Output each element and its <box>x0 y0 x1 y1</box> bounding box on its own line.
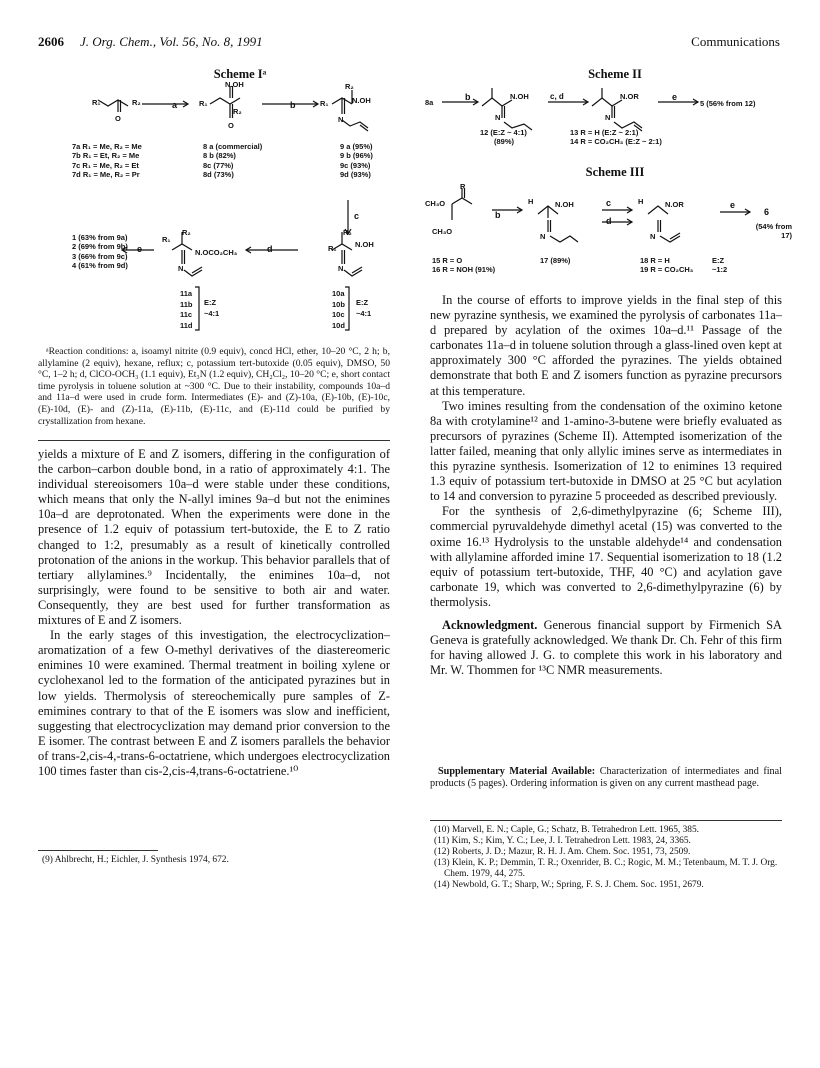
s3-h-17: H <box>528 197 534 206</box>
left-body <box>38 447 390 779</box>
supplementary <box>430 766 782 790</box>
s1-start-list <box>72 142 142 180</box>
s2-arrow-e: e <box>672 92 678 102</box>
s1-ratio-10-label: E:Z <box>356 298 369 307</box>
s1-arrow-c: c <box>354 211 360 221</box>
s3-arrow-b: b <box>495 210 501 220</box>
s3-yield: (54% from 17) <box>755 222 792 241</box>
s1-r1-a: R₁ <box>92 98 101 107</box>
ref-13: (13) Klein, K. P.; Demmin, T. R.; Oxenrider, B. C.; Rogic, M. M.; Tetenbaum, M. T. J. Org. Chem. 1979, 44, 275. <box>434 858 778 879</box>
s1-11a: 11a <box>180 289 193 298</box>
s1-noh-c: N.OH <box>352 96 371 105</box>
s2-product: 5 (56% from 12) <box>700 99 756 108</box>
s1-arrow-a: a <box>172 100 178 110</box>
s1-carb-11: N.OCO₂CH₃ <box>195 248 238 257</box>
s1-r1-10: R₁ <box>328 244 337 253</box>
s3-ratio-label: E:Z <box>712 256 725 265</box>
s1-oxime-a: 8 a (commercial) <box>203 142 263 151</box>
s3-arrow-d: d <box>606 216 612 226</box>
s1-o-a: O <box>115 114 121 123</box>
s1-ratio-11-value: ~4:1 <box>204 308 220 318</box>
s2-c12-yield: (89%) <box>494 137 515 147</box>
s2-start: 8a <box>425 98 434 107</box>
s3-h-18: H <box>638 197 644 206</box>
section-title: Communications <box>691 34 780 49</box>
s1-n-c: N <box>338 115 344 124</box>
s3-product: 6 <box>764 207 770 217</box>
left-para-1: yields a mixture of E and Z isomers, differing in the configuration of the carbon–carbon double bond, in a ratio of approximately 4:1. The individual stereoisomers 10a–d were stable under these conditions, which means that only the N-allyl imines 9a–d but not the enimines 10a–d are deprotonated. When the experiments were done in the presence of 1.2 equiv of potassium tert-butoxide, the E to Z ratio changed to 1:2, presumably as a result of kinetically controlled protonation of the anions in the workup. This behavior parallels that of tertiary allylamines.⁹ Incidentally, the enimines 10a–d, not surprisingly, were found to be sensitive to both air and water. Consequently, they are best used for further transformation as mixtures of E and Z isomers. <box>38 447 390 628</box>
supp-heading: Supplementary Material Available: <box>438 766 596 777</box>
s1-product-3: 3 (66% from 9c) <box>72 251 128 261</box>
s3-ratio-value: ~1:2 <box>712 265 728 275</box>
ack-text: Generous financial support by Firmenich SA Geneva is gratefully acknowledged. We thank Dr. Ch. Fehr of this firm for having allowed J. G. to complete this work in his laboratory and Mr. W. Thommen for ¹³C NMR measurements. <box>430 617 782 678</box>
s1-r1-b: R₁ <box>199 99 208 108</box>
s2-arrow-b: b <box>465 92 471 102</box>
left-ref-rule <box>38 850 158 851</box>
s1-r1-11: R₁ <box>162 235 171 244</box>
s1-10a: 10a <box>332 289 345 298</box>
right-body <box>430 293 782 678</box>
s3-c18c19 <box>640 256 693 275</box>
s2-c13: 13 R = H (E:Z ~ 2:1) <box>570 128 639 137</box>
s1-oxime-b: 8 b (82%) <box>203 151 236 161</box>
supp-text: Characterization of intermediates and final products (5 pages). Ordering information is given on any current masthead page. <box>430 766 783 789</box>
s1-noh-10: N.OH <box>355 240 374 249</box>
s3-arrow-c: c <box>606 198 612 208</box>
s1-oxime-list <box>203 142 262 180</box>
s1-ratio-10 <box>356 298 371 319</box>
s2-c14: 14 R = CO₂CH₃ (E:Z ~ 2:1) <box>570 137 662 147</box>
s2-n-12: N <box>495 113 501 122</box>
s3-noh: N.OH <box>555 200 574 209</box>
right-para-1: In the course of efforts to improve yields in the final step of this new pyrazine synthesis, we examined the pyrolysis of carbonates 11a–d prepared by acylation of the oximes 10a–d.¹¹ Passage of the carbonates 11a–d in toluene solution through a glass-lined oven kept at approximately 300 °C afforded the pyrazines. The yields obtained demonstrate that both E and Z isomers function as pyrazine precursors at this temperature. <box>430 293 782 398</box>
s1-start-b: 7b R₁ = Et, R₂ = Me <box>72 151 140 161</box>
ref-9: (9) Ahlbrecht, H.; Eichler, J. Synthesis 1974, 672. <box>42 855 229 865</box>
s1-imine-a: 9 a (95%) <box>340 142 373 151</box>
scheme1-footnote-text: ᵃReaction conditions: a, isoamyl nitrite (0.9 equiv), concd HCl, ether, 10–20 °C, 2 h; b, allylamine (2 equiv), hexane, reflux; c, potassium tert-butoxide (0.05 equiv), DMSO, 50 °C, 1–2 h; d, ClCO-OCH₃ (1.1 equiv), Et₃N (1.2 equiv), CH₂Cl₂, 10–20 °C; e, short contact time pyrolysis in toluene solution at ~300 °C. Due to their instability, compounds 10a–d and 11a–d were used in crude form. Intermediates (E)- and (Z)-10a, (E)-10b, (E)-10c, (E)-10d, (E)- and (Z)-11a, (E)-11b, (E)-11c, and (E)-11d could be purified by crystallization from hexane. <box>38 346 390 427</box>
s1-10b: 10b <box>332 299 345 309</box>
s1-ratio-11 <box>204 298 219 319</box>
page-number: 2606 <box>38 34 64 49</box>
scheme2-title: Scheme II <box>588 67 642 81</box>
right-refs <box>430 825 782 891</box>
s3-c15c16 <box>432 256 495 275</box>
s1-product-4: 4 (61% from 9d) <box>72 261 128 271</box>
s1-r2-a: R₂ <box>132 98 141 107</box>
s1-product-list <box>72 233 128 271</box>
s1-imine-c: 9c (93%) <box>340 160 371 170</box>
s3-c15: 15 R = O <box>432 256 463 265</box>
s2-nor: N.OR <box>620 92 639 101</box>
scheme3-title: Scheme III <box>585 165 645 179</box>
s1-start-c: 7c R₁ = Me, R₂ = Et <box>72 160 139 170</box>
s2-noh: N.OH <box>510 92 529 101</box>
s1-carbonate-list <box>180 289 193 331</box>
s3-c17: 17 (89%) <box>540 256 571 265</box>
s2-c12 <box>480 128 527 147</box>
s1-r2-11: R₂ <box>182 228 191 237</box>
s1-arrow-b: b <box>290 100 296 110</box>
s3-nor: N.OR <box>665 200 684 209</box>
s1-10d: 10d <box>332 320 345 330</box>
s1-product-1: 1 (63% from 9a) <box>72 233 128 242</box>
s1-11b: 11b <box>180 299 193 309</box>
s3-r: R <box>460 182 466 191</box>
s1-n-10: N <box>338 264 344 273</box>
s3-ratio <box>712 256 727 275</box>
s1-r2-c: R₂ <box>345 82 354 91</box>
s1-noh-b: N.OH <box>225 80 244 89</box>
s2-c13c14 <box>570 128 662 147</box>
s2-c12-label: 12 (E:Z ~ 4:1) <box>480 128 527 137</box>
s3-c19: 19 R = CO₂CH₃ <box>640 265 694 275</box>
s1-arrow-e: e <box>137 244 143 254</box>
s1-product-2: 2 (69% from 9b) <box>72 242 128 252</box>
s3-n-17: N <box>540 232 546 241</box>
ref-14: (14) Newbold, G. T.; Sharp, W.; Spring, F. S. J. Chem. Soc. 1951, 2679. <box>434 880 704 890</box>
s1-n-11: N <box>178 264 184 273</box>
s1-o-b: O <box>228 121 234 130</box>
s1-oxime-d: 8d (73%) <box>203 170 234 180</box>
s1-10c: 10c <box>332 310 345 319</box>
s3-ch3o-2: CH₃O <box>432 227 453 236</box>
s1-eniminne-list <box>332 289 345 331</box>
s1-r2-b: R₂ <box>233 107 242 116</box>
s1-start-d: 7d R₁ = Me, R₂ = Pr <box>72 170 140 180</box>
s2-arrow-cd: c, d <box>550 92 564 101</box>
s1-r1-c: R₁ <box>320 99 329 108</box>
s3-n-18: N <box>650 232 656 241</box>
left-refs <box>38 855 390 866</box>
ref-10: (10) Marvell, E. N.; Caple, G.; Schatz, B. Tetrahedron Lett. 1965, 385. <box>434 825 699 835</box>
s1-11c: 11c <box>180 310 193 319</box>
left-para-2: In the early stages of this investigation, the electrocyclization–aromatization of a few O-methyl derivatives of the diastereomeric enimines 10 were examined. Thermal treatment in boiling xylene or cyclohexanol led to the formation of the anticipated pyrazines but in low yields. Thermolysis of stereochemically pure samples of Z-emimines contrary to that of the E isomers was slow and inefficient, suggesting that electrocyclization may demand prior conversion to the E isomer. The contrast between E and Z isomers parallels the behavior of trans-2,cis-4,-trans-6-octatriene, which undergoes electrocyclization 100 times faster than cis-2,cis-4,trans-6-octatriene.¹⁰ <box>38 628 390 778</box>
scheme1-footnote <box>38 346 390 427</box>
s3-c16: 16 R = NOH (91%) <box>432 265 496 275</box>
s1-r2-10: R₂ <box>343 228 352 237</box>
s1-11d: 11d <box>180 320 193 330</box>
right-para-2: Two imines resulting from the condensation of the oximino ketone 8a with crotylamine¹² and 1-amino-3-butene were briefly evaluated as precursors of pyrazines (Scheme II). Attempted isomerization of the latter failed, meaning that only allylic imines serve as intermediates in this pyrazine synthesis. Isomerization of 12 to enimines 13 required 1.3 equiv of potassium tert-butoxide in DMSO at 25 °C but acylation to 14 and conversion to pyrazine 5 proceeded as described previously. <box>430 398 782 504</box>
scheme1-title: Scheme Iᵃ <box>213 67 267 81</box>
s2-n-13: N <box>605 113 611 122</box>
s1-ratio-11-label: E:Z <box>204 298 217 307</box>
right-ref-rule <box>430 820 782 821</box>
s1-start-a: 7a R₁ = Me, R₂ = Me <box>72 142 142 151</box>
s1-oxime-c: 8c (77%) <box>203 160 234 170</box>
right-para-3: For the synthesis of 2,6-dimethylpyrazine (6; Scheme III), commercial pyruvaldehyde dimethyl acetal (15) was converted to the oxime 16.¹³ Hydrolysis to the unstable aldehyde¹⁴ and condensation with allylamine afforded imine 17. Sequential isomerization to 18 (1.2 equiv of potassium tert-butoxide, THF, 40 °C) and acylation gave carbonate 19, which was converted to 2,6-dimethylpyrazine (6) by thermolysis. <box>430 504 782 609</box>
ref-12: (12) Roberts, J. D.; Mazur, R. H. J. Am. Chem. Soc. 1951, 73, 2509. <box>434 847 691 857</box>
s1-imine-b: 9 b (96%) <box>340 151 373 161</box>
s3-ch3o-1: CH₃O <box>425 199 446 208</box>
s3-arrow-e: e <box>730 200 736 210</box>
s1-ratio-10-value: ~4:1 <box>356 308 372 318</box>
ref-11: (11) Kim, S.; Kim, Y. C.; Lee, J. I. Tetrahedron Lett. 1983, 24, 3365. <box>434 836 691 846</box>
s3-c18: 18 R = H <box>640 256 670 265</box>
ack-heading: Acknowledgment. <box>442 617 538 632</box>
s1-imine-d: 9d (93%) <box>340 170 371 180</box>
journal-citation: J. Org. Chem., Vol. 56, No. 8, 1991 <box>80 34 263 49</box>
s1-arrow-d: d <box>267 244 273 254</box>
footnote-rule <box>38 440 390 441</box>
s1-imine-list <box>340 142 373 180</box>
